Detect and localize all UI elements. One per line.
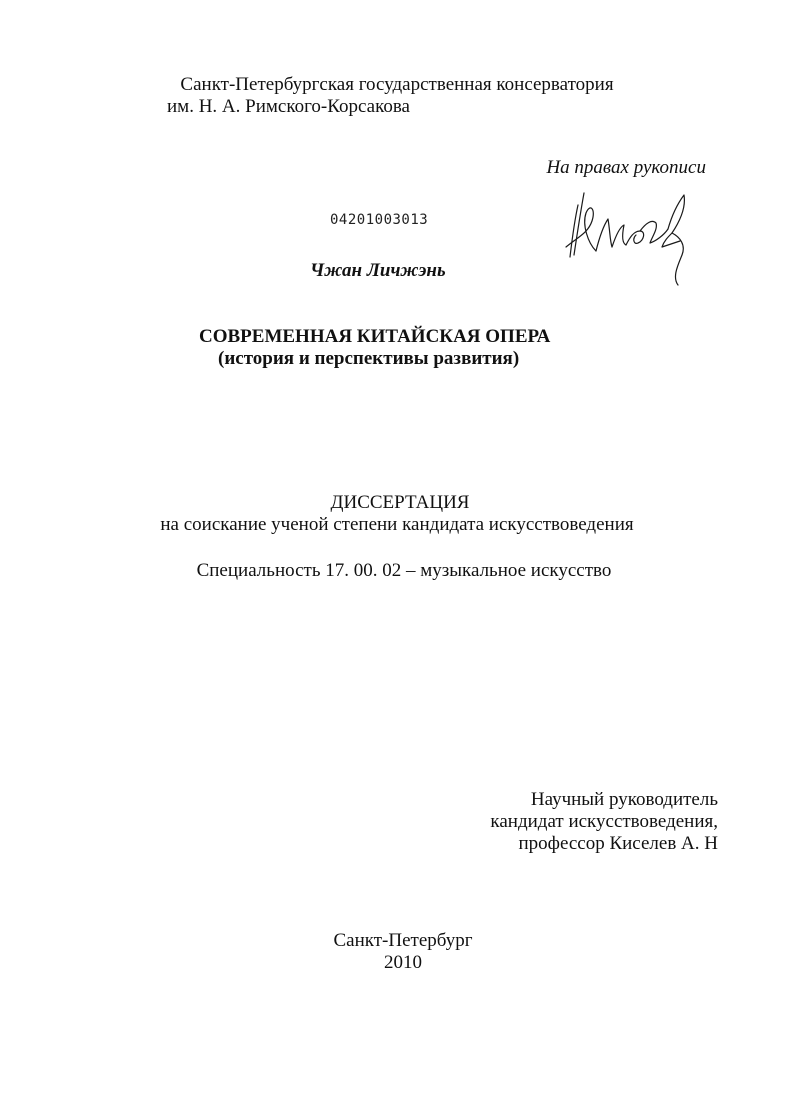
dissertation-subtitle: (история и перспективы развития) <box>218 348 520 369</box>
degree-purpose: на соискание ученой степени кандидата искусствоведения <box>160 514 634 535</box>
registration-code: 04201003013 <box>330 212 429 228</box>
supervisor-role: Научный руководитель <box>530 789 718 810</box>
supervisor-name: профессор Киселев А. Н <box>518 833 718 854</box>
manuscript-rights-note: На правах рукописи <box>546 157 706 178</box>
dissertation-title: СОВРЕМЕННАЯ КИТАЙСКАЯ ОПЕРА <box>199 326 551 347</box>
specialty: Специальность 17. 00. 02 – музыкальное искусство <box>196 560 612 581</box>
document-type: ДИССЕРТАЦИЯ <box>330 492 470 513</box>
institution-honorific: им. Н. А. Римского-Корсакова <box>167 96 410 117</box>
author-name: Чжан Личжэнь <box>310 260 446 281</box>
city: Санкт-Петербург <box>333 930 473 951</box>
institution-name: Санкт-Петербургская государственная консерватория <box>180 74 614 95</box>
handwritten-signature-icon <box>560 185 700 290</box>
supervisor-degree: кандидат искусствоведения, <box>490 811 718 832</box>
year: 2010 <box>384 952 422 973</box>
